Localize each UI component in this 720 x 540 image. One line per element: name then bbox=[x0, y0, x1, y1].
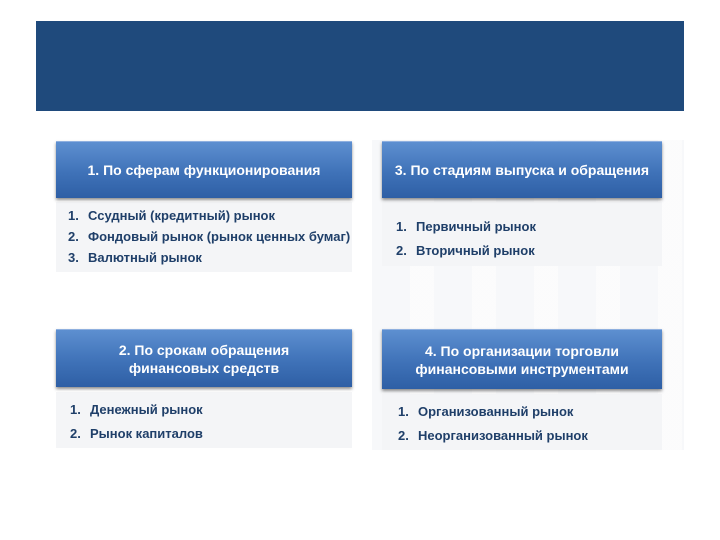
list-item-text: Ссудный (кредитный) рынок bbox=[88, 208, 276, 223]
list-item-text: Валютный рынок bbox=[88, 250, 202, 265]
list-item bbox=[68, 205, 350, 226]
list-item bbox=[68, 226, 350, 247]
list-item-number: 1. bbox=[396, 219, 407, 234]
card-2-list bbox=[396, 215, 536, 263]
list-item-text: Рынок капиталов bbox=[90, 426, 203, 441]
list-item bbox=[70, 422, 203, 446]
card-2-title: 3. По стадиям выпуска и обращения bbox=[394, 162, 650, 178]
list-item-number: 1. bbox=[68, 208, 79, 223]
card-4-list bbox=[398, 400, 588, 448]
list-item-text: Денежный рынок bbox=[90, 402, 203, 417]
list-item bbox=[396, 239, 536, 263]
list-item bbox=[70, 398, 203, 422]
card-1-header bbox=[56, 141, 352, 198]
list-item bbox=[68, 247, 350, 268]
list-item-text: Первичный рынок bbox=[416, 219, 536, 234]
list-item-text: Организованный рынок bbox=[418, 404, 574, 419]
list-item-number: 1. bbox=[70, 402, 81, 417]
list-item-number: 2. bbox=[68, 229, 79, 244]
card-4-title: 4. По организации торговли финансовыми инструментами bbox=[415, 342, 629, 377]
list-item-number: 3. bbox=[68, 250, 79, 265]
card-2-header bbox=[382, 141, 662, 198]
list-item-text: Вторичный рынок bbox=[416, 243, 535, 258]
slide-title-bar bbox=[36, 21, 684, 111]
card-3-title: 2. По срокам обращения финансовых средств bbox=[118, 341, 290, 376]
list-item-text: Фондовый рынок (рынок ценных бумаг) bbox=[88, 229, 351, 244]
card-3-list bbox=[70, 398, 203, 446]
list-item-number: 1. bbox=[398, 404, 409, 419]
list-item-number: 2. bbox=[396, 243, 407, 258]
list-item-text: Неорганизованный рынок bbox=[418, 428, 588, 443]
list-item-number: 2. bbox=[70, 426, 81, 441]
list-item bbox=[398, 400, 588, 424]
card-1-title: 1. По сферам функционирования bbox=[87, 162, 321, 178]
card-4-header bbox=[382, 329, 662, 389]
list-item bbox=[398, 424, 588, 448]
list-item bbox=[396, 215, 536, 239]
card-1-list bbox=[68, 205, 350, 268]
list-item-number: 2. bbox=[398, 428, 409, 443]
card-3-header bbox=[56, 329, 352, 387]
